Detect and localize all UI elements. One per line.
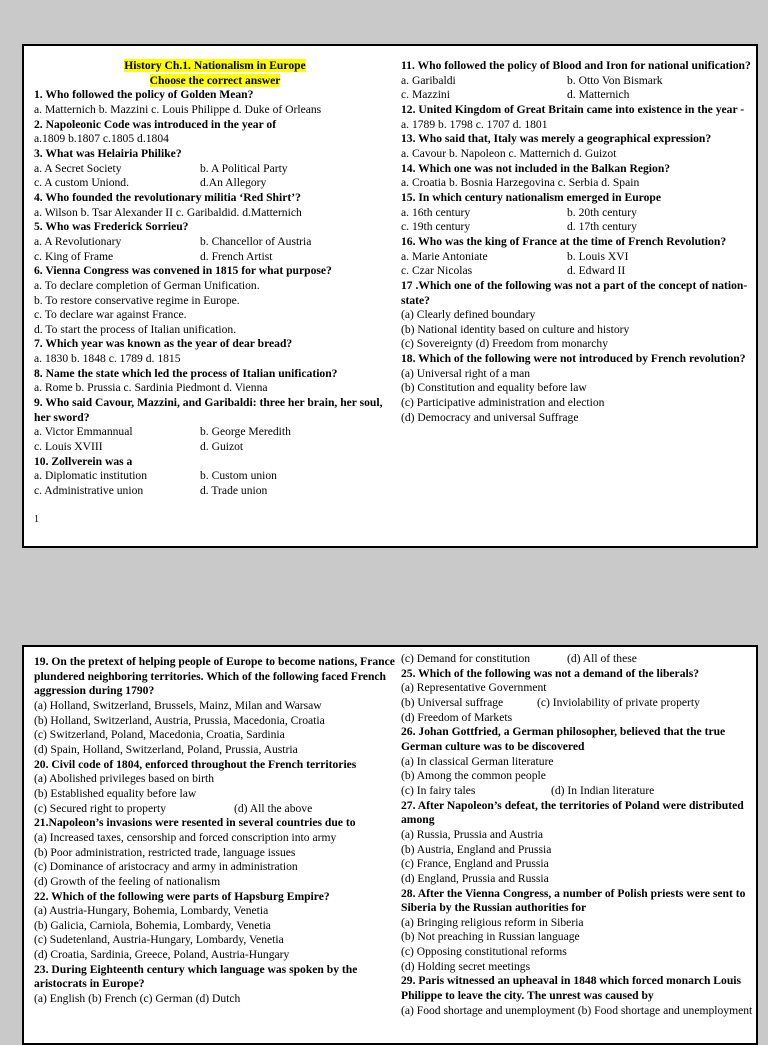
question-17: 17 .Which one of the following was not a part of the concept of nation-state? bbox=[401, 278, 748, 307]
question-16-options-row-1: a. Marie Antoniate b. Louis XVI bbox=[401, 249, 629, 263]
question-27: 27. After Napoleon’s defeat, the territories of Poland were distributed among bbox=[401, 798, 744, 827]
question-27-option-b: (b) Austria, England and Prussia bbox=[401, 842, 552, 856]
question-15-options-row-2: c. 19th century d. 17th century bbox=[401, 220, 637, 234]
question-23-options: (a) English (b) French (c) German (d) Dutch bbox=[34, 992, 241, 1006]
question-12: 12. United Kingdom of Great Britain came into existence in the year - bbox=[401, 102, 745, 116]
left-column bbox=[34, 59, 396, 499]
question-20-option-b: (b) Established equality before law bbox=[34, 786, 197, 800]
question-22-option-d: (d) Croatia, Sardinia, Greece, Poland, Austria-Hungary bbox=[34, 948, 290, 962]
question-10: 10. Zollverein was a bbox=[34, 454, 133, 468]
question-11: 11. Who followed the policy of Blood and Iron for national unification? bbox=[401, 59, 751, 72]
question-19: 19. On the pretext of helping people of Europe to become nations, France plundered neighboring territories. Which of the following faced French aggression during 1790? bbox=[34, 655, 395, 698]
question-19-option-d: (d) Spain, Holland, Switzerland, Poland, Prussia, Austria bbox=[34, 742, 298, 756]
question-15: 15. In which century nationalism emerged in Europe bbox=[401, 190, 662, 204]
question-25-option-d: (d) Freedom of Markets bbox=[401, 710, 513, 724]
question-8-options: a. Rome b. Prussia c. Sardinia Piedmont d. Vienna bbox=[34, 381, 268, 395]
question-22: 22. Which of the following were parts of Hapsburg Empire? bbox=[34, 889, 330, 903]
question-6: 6. Vienna Congress was convened in 1815 for what purpose? bbox=[34, 264, 332, 278]
question-5-options-row-2: c. King of Frame d. French Artist bbox=[34, 249, 273, 263]
question-18-option-d: (d) Democracy and universal Suffrage bbox=[401, 410, 579, 424]
question-6-option-b: b. To restore conservative regime in Europe. bbox=[34, 293, 240, 307]
question-13: 13. Who said that, Italy was merely a geographical expression? bbox=[401, 132, 712, 146]
question-22-option-a: (a) Austria-Hungary, Bohemia, Lombardy, Venetia bbox=[34, 904, 269, 918]
question-5: 5. Who was Frederick Sorrieu? bbox=[34, 220, 189, 234]
question-8: 8. Name the state which led the process of Italian unification? bbox=[34, 366, 338, 380]
question-28: 28. After the Vienna Congress, a number of Polish priests were sent to Siberia by the Russian authorities for bbox=[401, 886, 746, 915]
question-28-option-d: (d) Holding secret meetings bbox=[401, 959, 531, 973]
worksheet-page-1 bbox=[22, 44, 758, 548]
question-2-options: a.1809 b.1807 c.1805 d.1804 bbox=[34, 132, 169, 146]
question-3-options-row-2: c. A custom Uniond. d.An Allegory bbox=[34, 176, 267, 190]
question-25-option-a: (a) Representative Government bbox=[401, 681, 547, 695]
question-21: 21.Napoleon’s invasions were resented in several countries due to bbox=[34, 816, 356, 830]
question-24-options-row: (c) Demand for constitution (d) All of these bbox=[401, 652, 637, 665]
question-7-options: a. 1830 b. 1848 c. 1789 d. 1815 bbox=[34, 352, 181, 366]
question-9-options-row-2: c. Louis XVIII d. Guizot bbox=[34, 440, 244, 454]
question-14-options: a. Croatia b. Bosnia Harzegovina c. Serbia d. Spain bbox=[401, 176, 640, 190]
question-17-option-a: (a) Clearly defined boundary bbox=[401, 308, 536, 322]
question-6-option-c: c. To declare war against France. bbox=[34, 308, 187, 322]
question-27-option-c: (c) France, England and Prussia bbox=[401, 857, 549, 871]
question-4: 4. Who founded the revolutionary militia ‘Red Shirt’? bbox=[34, 190, 301, 204]
question-13-options: a. Cavour b. Napoleon c. Matternich d. Guizot bbox=[401, 146, 617, 160]
question-3-options-row-1: a. A Secret Society b. A Political Party bbox=[34, 161, 288, 175]
question-26-option-a: (a) In classical German literature bbox=[401, 754, 554, 768]
question-25-options-row: (b) Universal suffrage (c) Inviolability of private property bbox=[401, 695, 700, 709]
question-20-option-a: (a) Abolished privileges based on birth bbox=[34, 772, 214, 786]
question-9: 9. Who said Cavour, Mazzini, and Garibaldi: three her brain, her soul, her sword? bbox=[34, 396, 383, 424]
question-10-options-row-2: c. Administrative union d. Trade union bbox=[34, 484, 268, 498]
question-19-option-a: (a) Holland, Switzerland, Brussels, Mainz, Milan and Warsaw bbox=[34, 698, 322, 712]
left-column bbox=[34, 655, 396, 1007]
question-18-option-c: (c) Participative administration and election bbox=[401, 396, 605, 410]
question-28-option-c: (c) Opposing constitutional reforms bbox=[401, 945, 567, 959]
question-14: 14. Which one was not included in the Balkan Region? bbox=[401, 161, 671, 175]
right-column bbox=[401, 652, 753, 1018]
question-2: 2. Napoleonic Code was introduced in the year of bbox=[34, 117, 277, 131]
worksheet-page-2 bbox=[22, 645, 758, 1045]
question-11-options-row-2: c. Mazzini d. Matternich bbox=[401, 88, 630, 102]
question-28-option-a: (a) Bringing religious reform in Siberia bbox=[401, 915, 584, 929]
question-17-option-c: (c) Sovereignty (d) Freedom from monarchy bbox=[401, 337, 609, 351]
question-28-option-b: (b) Not preaching in Russian language bbox=[401, 930, 580, 944]
question-1-options: a. Matternich b. Mazzini c. Louis Philippe d. Duke of Orleans bbox=[34, 102, 322, 116]
question-29-options: (a) Food shortage and unemployment (b) Food shortage and unemployment bbox=[401, 1003, 753, 1017]
question-18-option-a: (a) Universal right of a man bbox=[401, 366, 531, 380]
question-19-option-c: (c) Switzerland, Poland, Macedonia, Croatia, Sardinia bbox=[34, 728, 285, 742]
question-20: 20. Civil code of 1804, enforced throughout the French territories bbox=[34, 757, 357, 771]
question-22-option-c: (c) Sudetenland, Austria-Hungary, Lombardy, Venetia bbox=[34, 933, 284, 947]
question-5-options-row-1: a. A Revolutionary b. Chancellor of Austria bbox=[34, 234, 312, 248]
question-9-options-row-1: a. Victor Emmannual b. George Meredith bbox=[34, 425, 291, 439]
question-18: 18. Which of the following were not introduced by French revolution? bbox=[401, 352, 746, 366]
question-29: 29. Paris witnessed an upheaval in 1848 which forced monarch Louis Philippe to leave the city. The unrest was caused by bbox=[401, 974, 742, 1003]
question-26-options-row: (c) In fairy tales (d) In Indian literature bbox=[401, 783, 655, 797]
question-1: 1. Who followed the policy of Golden Mean? bbox=[34, 88, 254, 102]
question-11-options-row-1: a. Garibaldi b. Otto Von Bismark bbox=[401, 73, 663, 87]
worksheet-subtitle: Choose the correct answer bbox=[149, 73, 281, 87]
question-27-option-a: (a) Russia, Prussia and Austria bbox=[401, 827, 544, 841]
question-12-options: a. 1789 b. 1798 c. 1707 d. 1801 bbox=[401, 117, 548, 131]
question-22-option-b: (b) Galicia, Carniola, Bohemia, Lombardy, Venetia bbox=[34, 918, 271, 932]
question-15-options-row-1: a. 16th century b. 20th century bbox=[401, 205, 637, 219]
question-25: 25. Which of the following was not a demand of the liberals? bbox=[401, 666, 700, 680]
question-21-option-b: (b) Poor administration, restricted trade, language issues bbox=[34, 845, 296, 859]
question-16-options-row-2: c. Czar Nicolas d. Edward II bbox=[401, 264, 626, 278]
page-number: 1 bbox=[34, 514, 39, 525]
worksheet-title: History Ch.1. Nationalism in Europe bbox=[124, 59, 306, 72]
question-27-option-d: (d) England, Prussia and Russia bbox=[401, 871, 549, 885]
question-4-options: a. Wilson b. Tsar Alexander II c. Garibaldid. d.Matternich bbox=[34, 205, 302, 219]
question-3: 3. What was Helairia Philike? bbox=[34, 146, 182, 160]
question-21-option-d: (d) Growth of the feeling of nationalism bbox=[34, 874, 221, 888]
question-23: 23. During Eighteenth century which language was spoken by the aristocrats in Europe? bbox=[34, 962, 358, 991]
question-6-option-a: a. To declare completion of German Unification. bbox=[34, 278, 260, 292]
question-19-option-b: (b) Holland, Switzerland, Austria, Prussia, Macedonia, Croatia bbox=[34, 713, 325, 727]
question-10-options-row-1: a. Diplomatic institution b. Custom union bbox=[34, 469, 277, 483]
question-16: 16. Who was the king of France at the time of French Revolution? bbox=[401, 234, 727, 248]
question-17-option-b: (b) National identity based on culture and history bbox=[401, 322, 630, 336]
question-20-options-row: (c) Secured right to property (d) All the above bbox=[34, 801, 313, 815]
question-21-option-c: (c) Dominance of aristocracy and army in administration bbox=[34, 860, 298, 874]
question-21-option-a: (a) Increased taxes, censorship and forced conscription into army bbox=[34, 830, 337, 844]
question-6-option-d: d. To start the process of Italian unification. bbox=[34, 322, 237, 336]
right-column bbox=[401, 59, 753, 425]
question-18-option-b: (b) Constitution and equality before law bbox=[401, 381, 587, 395]
question-7: 7. Which year was known as the year of dear bread? bbox=[34, 337, 293, 351]
question-26-option-b: (b) Among the common people bbox=[401, 769, 546, 783]
question-26: 26. Johan Gottfried, a German philosopher, believed that the true German culture was to be discovered bbox=[401, 725, 726, 753]
